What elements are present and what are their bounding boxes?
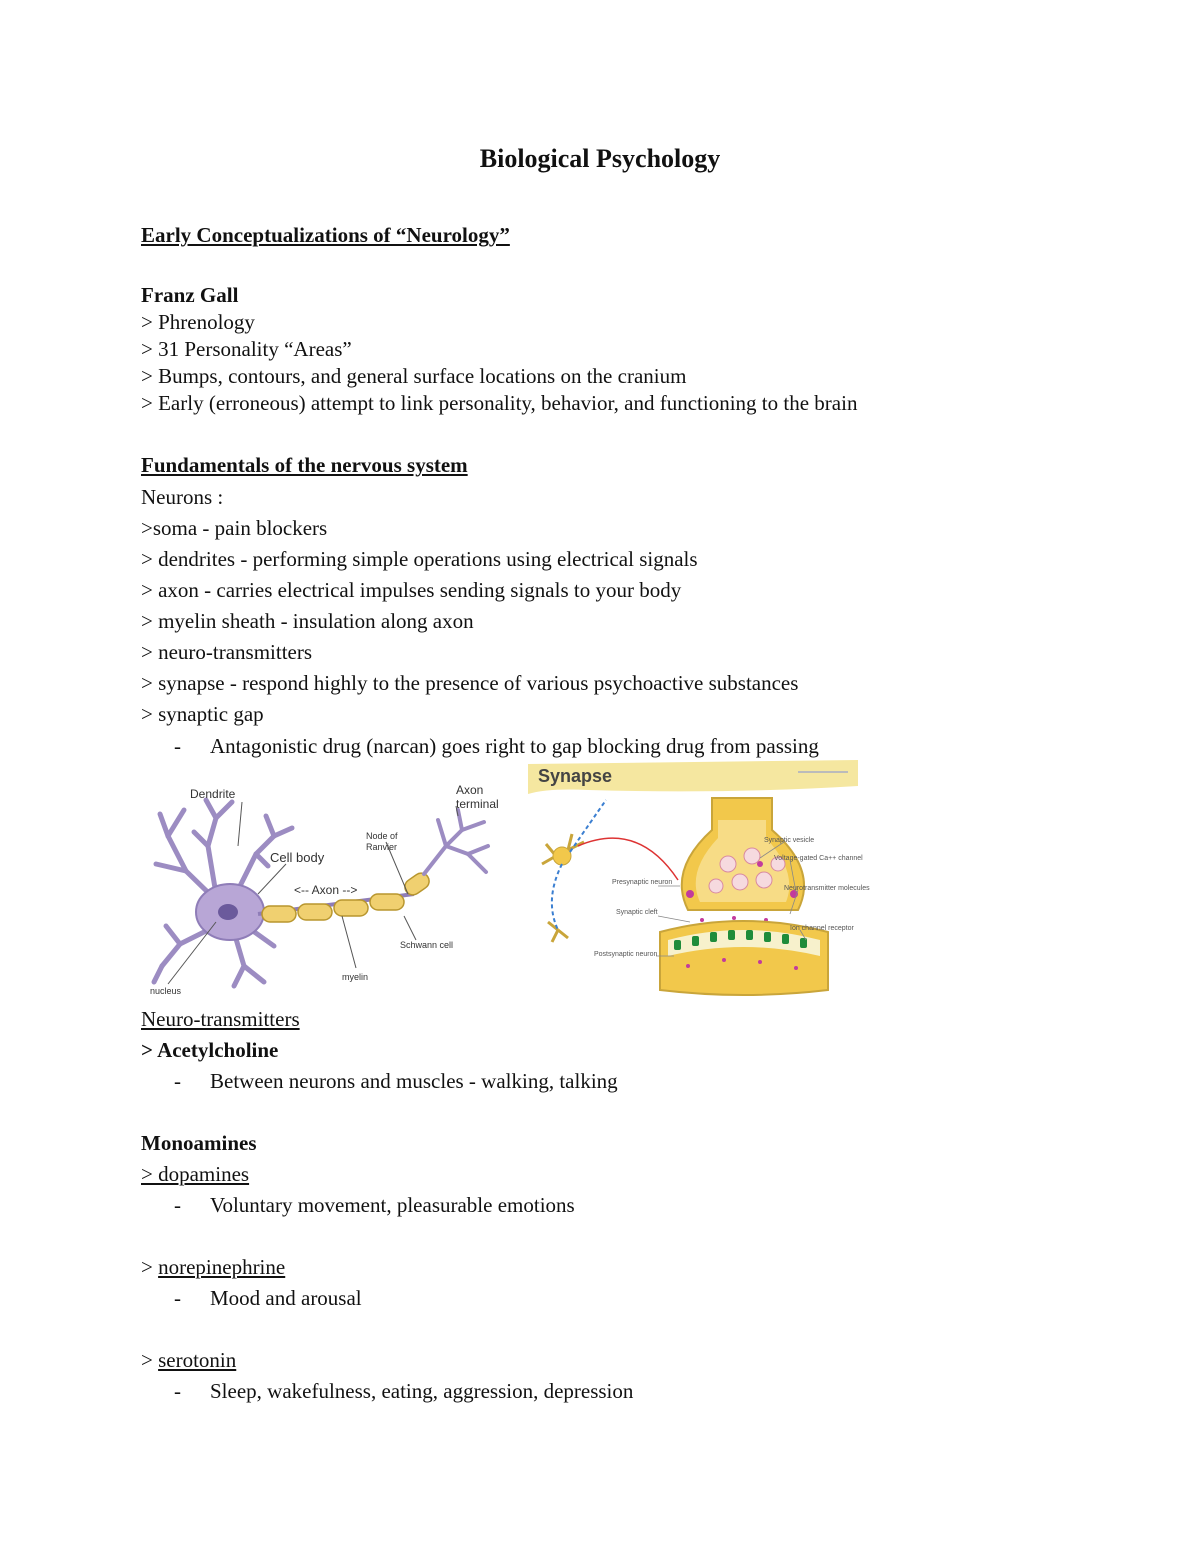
label-synaptic-vesicle: Synaptic vesicle — [764, 837, 815, 844]
dash-bullet: - — [174, 1379, 181, 1403]
section-heading-early-neurology: Early Conceptualizations of “Neurology” — [141, 223, 510, 247]
sub-list-item — [141, 1285, 362, 1311]
label-presynaptic: Presynaptic neuron — [612, 879, 673, 886]
serotonin-heading — [141, 1347, 236, 1373]
dash-bullet: - — [174, 1069, 181, 1093]
dopamine-heading: > dopamines — [141, 1162, 250, 1186]
label-postsynaptic: Postsynaptic neuron — [594, 951, 658, 958]
list-item: > neuro-transmitters — [141, 640, 313, 664]
serotonin-label: serotonin — [158, 1348, 237, 1372]
sub-list-item — [141, 1378, 633, 1404]
label-axon-terminal-2: terminal — [456, 797, 499, 811]
label-node-of-ranvier: Node of — [366, 831, 398, 841]
section-heading-nervous-system: Fundamentals of the nervous system — [141, 453, 468, 477]
sub-item-text: Antagonistic drug (narcan) goes right to gap blocking drug from passing — [210, 734, 819, 758]
list-item: > Early (erroneous) attempt to link personality, behavior, and functioning to the brain — [141, 391, 858, 415]
label-myelin: myelin — [342, 972, 369, 982]
label-dendrite: Dendrite — [190, 787, 236, 801]
bullet-prefix: > — [141, 1038, 158, 1062]
nucleus-shape — [218, 904, 238, 920]
label-axon: <-- Axon --> — [294, 883, 358, 897]
norepinephrine-label: norepinephrine — [158, 1255, 286, 1279]
dash-bullet: - — [174, 1193, 181, 1217]
list-item: > 31 Personality “Areas” — [141, 337, 352, 361]
label-cell-body: Cell body — [270, 850, 325, 865]
list-item: > myelin sheath - insulation along axon — [141, 609, 474, 633]
serotonin-desc: Sleep, wakefulness, eating, aggression, depression — [210, 1379, 634, 1403]
synapse-title: Synapse — [538, 766, 613, 786]
list-item: > dendrites - performing simple operations using electrical signals — [141, 547, 698, 571]
section-heading-monoamines: Monoamines — [141, 1131, 257, 1155]
neuron-diagram — [146, 776, 522, 998]
section-heading-neurotransmitters: Neuro-transmitters — [141, 1007, 300, 1031]
label-nucleus: nucleus — [150, 986, 182, 996]
list-item: >soma - pain blockers — [141, 516, 328, 540]
list-item: > Bumps, contours, and general surface locations on the cranium — [141, 364, 687, 388]
label-voltage-channel: Voltage-gated Ca++ channel — [774, 855, 863, 862]
synapse-diagram — [528, 760, 870, 996]
list-item: > Phrenology — [141, 310, 255, 334]
acetylcholine-label: Acetylcholine — [157, 1038, 279, 1062]
neurons-intro: Neurons : — [141, 485, 224, 509]
list-item: > synaptic gap — [141, 702, 264, 726]
dopamine-desc: Voluntary movement, pleasurable emotions — [210, 1193, 575, 1217]
label-neurotransmitter: Neurotransmitter molecules — [784, 885, 870, 892]
label-axon-terminal: Axon — [456, 783, 484, 797]
bullet-prefix: > — [141, 1348, 159, 1372]
norepinephrine-heading — [141, 1254, 285, 1280]
dash-bullet: - — [174, 1286, 181, 1310]
sub-list-item — [141, 1068, 618, 1094]
label-schwann-cell: Schwann cell — [400, 940, 454, 950]
label-synaptic-cleft: Synaptic cleft — [616, 909, 658, 916]
acetylcholine-heading — [141, 1037, 278, 1063]
sub-list-item — [141, 733, 819, 759]
list-item: > axon - carries electrical impulses sending signals to your body — [141, 578, 682, 602]
person-name: Franz Gall — [141, 283, 239, 307]
norepinephrine-desc: Mood and arousal — [210, 1286, 362, 1310]
acetylcholine-desc: Between neurons and muscles - walking, talking — [210, 1069, 618, 1093]
bullet-prefix: > — [141, 1255, 159, 1279]
dash-bullet: - — [174, 734, 181, 758]
list-item: > synapse - respond highly to the presence of various psychoactive substances — [141, 671, 799, 695]
page-title: Biological Psychology — [479, 144, 721, 173]
sub-list-item — [141, 1192, 575, 1218]
label-node-of-ranvier-2: Ranvier — [366, 842, 398, 852]
label-ion-channel: Ion channel receptor — [790, 925, 854, 932]
